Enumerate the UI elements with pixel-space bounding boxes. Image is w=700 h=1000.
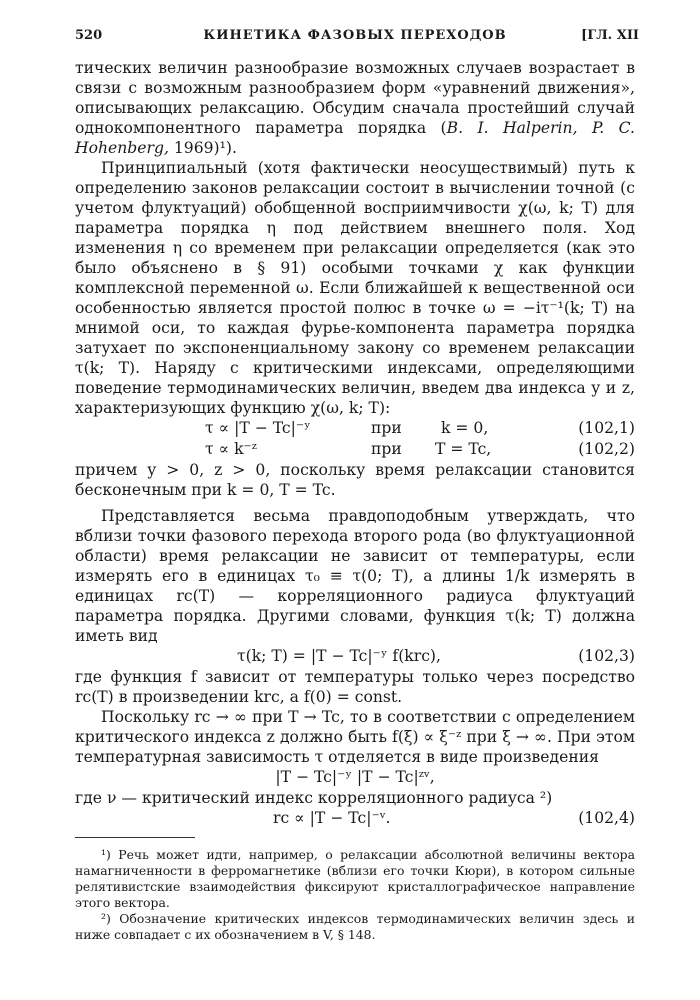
equation-condition-word: при — [371, 419, 402, 437]
footnote-divider — [75, 837, 195, 838]
running-title: КИНЕТИКА ФАЗОВЫХ ПЕРЕХОДОВ — [203, 28, 507, 43]
equation-expression: |T − Tc|⁻ʸ |T − Tc|ᶻᵛ, — [275, 768, 435, 786]
equation-number: (102,4) — [578, 809, 635, 827]
paragraph-2: Принципиальный (хотя фактически неосуществимый) путь к определению законов релаксации состоит в вычислении точной (с учетом флуктуаций) обобщенной восприимчивости χ(ω, k; T) для параметра порядка η под действием внешнего поля. Ход изменения η со временем при релаксации определяется (как это было объяснено в § 91) особыми точками χ как функции комплексной переменной ω. Если ближайшей к вещественной оси особенностью является простой полюс в точке ω = −iτ⁻¹(k; T) на мнимой оси, то каждая фурье-компонента параметра порядка затухает по экспоненциальному закону со временем релаксации τ(k; T). Наряду с критическими индексами, определяющими поведение термодинамических величин, введем два индекса y и z, характеризующих функцию χ(ω, k; T): — [75, 159, 635, 417]
paragraph-3: причем y > 0, z > 0, поскольку время релаксации становится бесконечным при k = 0, T = Tc. — [75, 461, 635, 499]
book-page — [75, 28, 639, 943]
footnote-2: ²) Обозначение критических индексов термодинамических величин здесь и ниже совпадает с их обозначением в V, § 148. — [75, 911, 635, 942]
equation-condition: k = 0, — [441, 419, 489, 437]
paragraph-5: где функция f зависит от температуры только через посредство rc(T) в произведении krc, а f(0) = const. — [75, 668, 635, 706]
equation-number: (102,2) — [578, 440, 635, 458]
equation-102-4 — [75, 808, 635, 829]
running-header — [75, 28, 639, 58]
paragraph-4: Представляется весьма правдоподобным утверждать, что вблизи точки фазового перехода второго рода (во флуктуационной области) время релаксации не зависит от температуры, если измерять его в единицах τ₀ ≡ τ(0; T), а длины 1/k измерять в единицах rc(T) — корреляционного радиуса флуктуаций параметра порядка. Другими словами, функция τ(k; T) должна иметь вид — [75, 507, 635, 645]
equation-product — [75, 767, 635, 788]
citation: B. I. Halperin, P. C. Hohenberg, — [75, 119, 635, 157]
footnotes — [75, 847, 635, 943]
equation-102-3 — [75, 646, 635, 667]
equation-number: (102,3) — [578, 647, 635, 665]
paragraph-7: где ν — критический индекс корреляционного радиуса ²) — [75, 789, 553, 807]
paragraph-1: тических величин разнообразие возможных случаев возрастает в связи с возможным разнообразием форм «уравнений движения», описывающих релаксацию. Обсудим сначала простейший случай однокомпонентного параметра порядка (B. I. Halperin, P. C. Hohenberg, 1969)¹). — [75, 59, 635, 157]
equation-condition: T = Tc, — [435, 440, 492, 458]
equation-expression: τ ∝ |T − Tc|⁻ʸ — [205, 419, 311, 437]
equation-expression: τ(k; T) = |T − Tc|⁻ʸ f(krc), — [237, 647, 441, 665]
equation-expression: τ ∝ k⁻ᶻ — [205, 440, 257, 458]
equation-condition-word: при — [371, 440, 402, 458]
equation-102-2 — [75, 439, 635, 460]
equation-102-1 — [75, 418, 635, 439]
equation-expression: rc ∝ |T − Tc|⁻ᵛ. — [273, 809, 391, 827]
equation-number: (102,1) — [578, 419, 635, 437]
main-text — [75, 58, 635, 829]
chapter-label: [ГЛ. XII — [581, 28, 639, 43]
footnote-1: ¹) Речь может идти, например, о релаксации абсолютной величины вектора намагниченности в ферромагнетике (вблизи его точки Кюри), в котором сильные релятивистские взаимодействия фиксируют кристаллографическое направление этого вектора. — [75, 847, 635, 910]
paragraph-6: Поскольку rc → ∞ при T → Tc, то в соответствии с определением критического индекса z должно быть f(ξ) ∝ ξ⁻ᶻ при ξ → ∞. При этом температурная зависимость τ отделяется в виде произведения — [75, 708, 635, 766]
page-number: 520 — [75, 28, 103, 43]
